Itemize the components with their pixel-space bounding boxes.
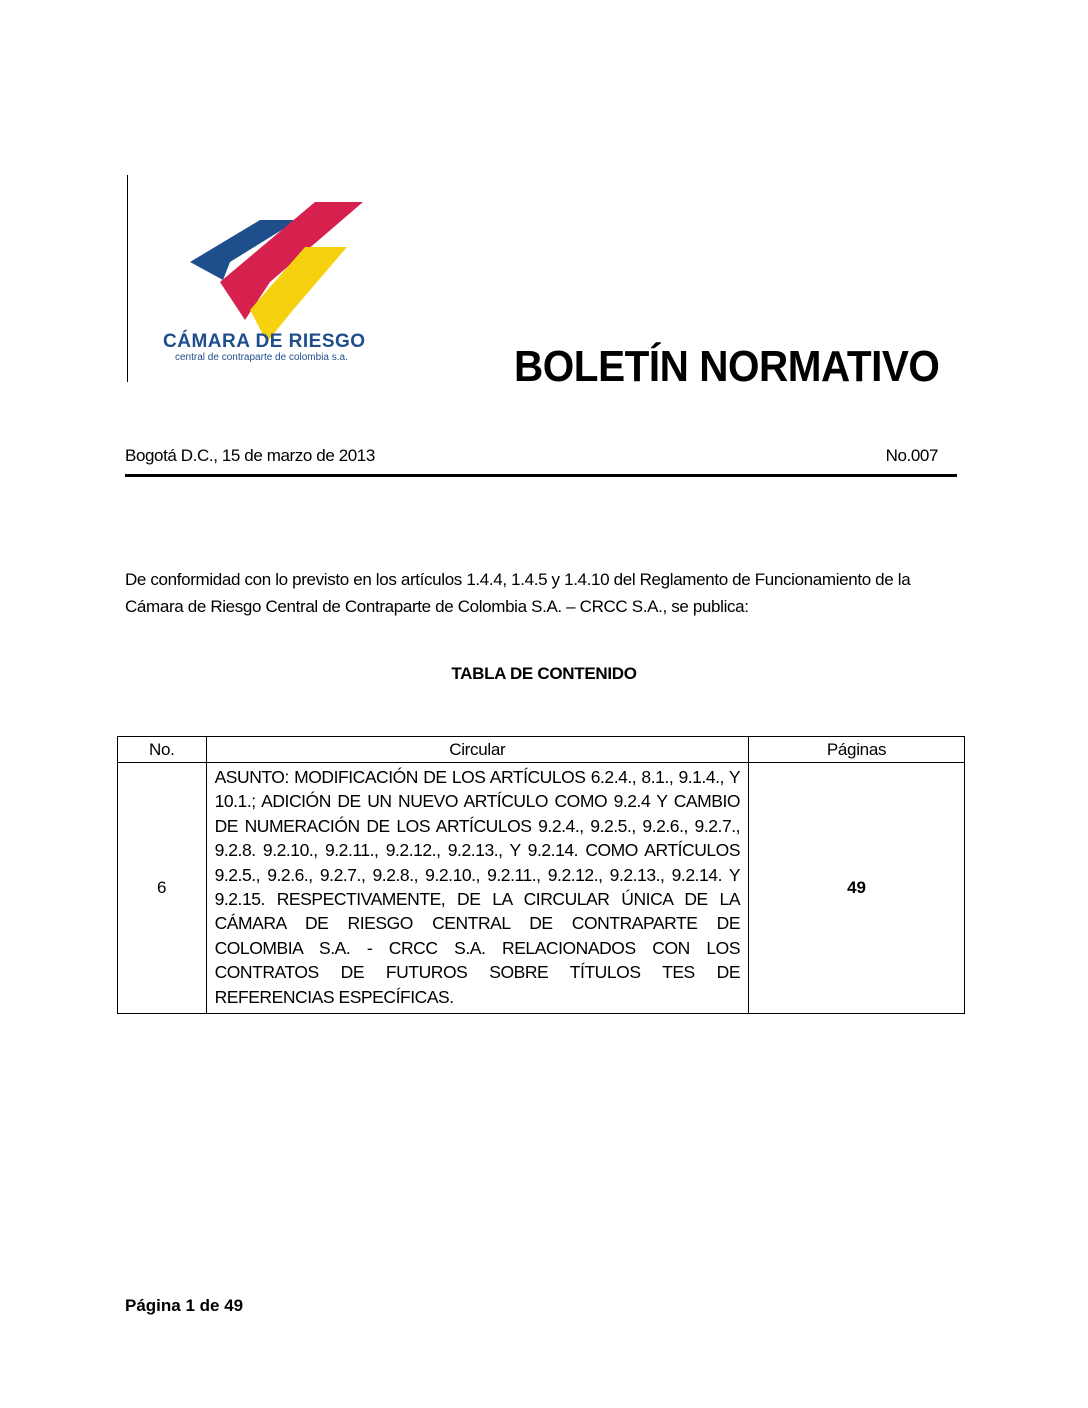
toc-table	[117, 736, 965, 1014]
toc-header-circular: Circular	[206, 737, 749, 763]
toc-header-pages: Páginas	[749, 737, 965, 763]
logo-divider	[127, 175, 128, 382]
company-logo	[135, 180, 435, 380]
toc-header-no: No.	[118, 737, 207, 763]
logo-name: CÁMARA DE RIESGO	[163, 331, 366, 352]
toc-title: TABLA DE CONTENIDO	[451, 664, 637, 683]
header-rule	[125, 474, 957, 477]
intro-paragraph: De conformidad con lo previsto en los artículos 1.4.4, 1.4.5 y 1.4.10 del Reglamento de Funcionamiento de la Cámara de Riesgo Central de Contraparte de Colombia S.A. – CRCC S.A., se publica:	[125, 570, 911, 616]
bulletin-number: No.007	[885, 446, 938, 465]
page-footer: Página 1 de 49	[125, 1296, 244, 1315]
toc-row-pages: 49	[749, 763, 965, 1014]
toc-row-number: 6	[118, 763, 207, 1014]
document-title: BOLETÍN NORMATIVO	[514, 342, 940, 391]
toc-row-circular-cell	[206, 763, 749, 1014]
table-row	[118, 763, 965, 1014]
issue-date: Bogotá D.C., 15 de marzo de 2013	[125, 446, 375, 465]
toc-row-circular-text: ASUNTO: MODIFICACIÓN DE LOS ARTÍCULOS 6.2.4., 8.1., 9.1.4., Y 10.1.; ADICIÓN DE UN NUEVO ARTÍCULO COMO 9.2.4 Y CAMBIO DE NUMERACIÓN DE LOS ARTÍCULOS 9.2.4., 9.2.5., 9.2.6., 9.2.7., 9.2.8. 9.2.10., 9.2.11., 9.2.12., 9.2.13., Y 9.2.14. COMO ARTÍCULOS 9.2.5., 9.2.6., 9.2.7., 9.2.8., 9.2.10., 9.2.11., 9.2.12., 9.2.13., 9.2.14. Y 9.2.15. RESPECTIVAMENTE, DE LA CIRCULAR ÚNICA DE LA CÁMARA DE RIESGO CENTRAL DE CONTRAPARTE DE COLOMBIA S.A. - CRCC S.A. RELACIONADOS CON LOS CONTRATOS DE FUTUROS SOBRE TÍTULOS TES DE REFERENCIAS ESPECÍFICAS.	[214, 767, 741, 1007]
toc-header-row	[118, 737, 965, 763]
logo-tagline: central de contraparte de colombia s.a.	[175, 352, 348, 363]
